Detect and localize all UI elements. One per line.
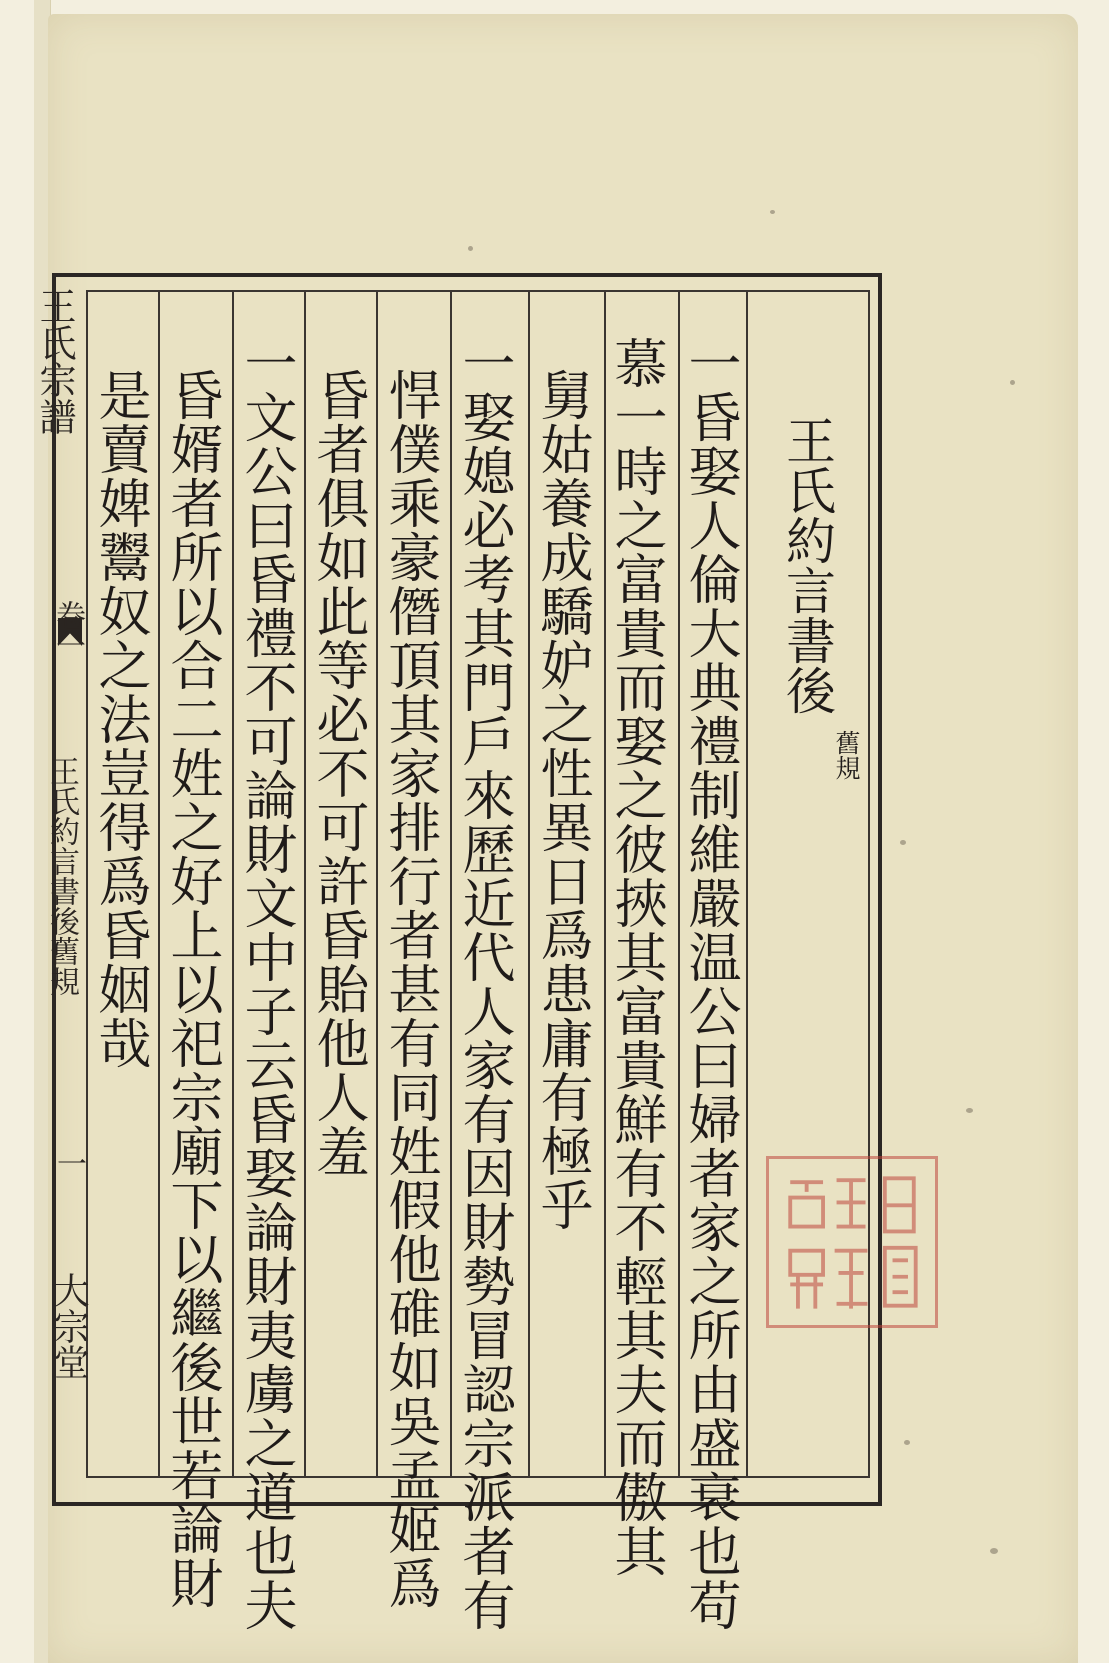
library-seal-stamp (766, 1156, 938, 1328)
section-heading-tag: 舊規 (832, 730, 861, 780)
text-column: 慕一時之富貴而娶之彼挾其富貴鮮有不輕其夫而傲其 (606, 336, 667, 1578)
gutter-hall-name: 大宗堂 (48, 1272, 89, 1380)
text-column: 一娶媳必考其門戶來歷近代人家有因財勢冒認宗派者有 (454, 336, 515, 1632)
text-column: 悍僕乘豪僭頂其家排行者甚有同姓假他碓如吳孟姬爲 (380, 368, 441, 1610)
paper-speck (966, 1108, 973, 1113)
text-column: 舅姑養成驕妒之性異日爲患庸有極乎 (532, 368, 593, 1232)
paper-speck (468, 246, 473, 251)
text-column: 昏婿者所以合二姓之好上以祀宗廟下以繼後世若論財 (162, 368, 223, 1610)
text-column: 昏者俱如此等必不可許昏貽他人羞 (308, 368, 369, 1178)
text-column: 一文公曰昏禮不可論財文中子云昏娶論財夷虜之道也夫 (236, 336, 297, 1632)
paper-speck (1010, 380, 1015, 385)
gutter-volume: 卷一 (50, 600, 85, 660)
seal-icon (769, 1159, 935, 1325)
paper-speck (990, 1548, 998, 1554)
paper-speck (904, 1440, 910, 1445)
text-column: 是賣婢鬻奴之法豈得爲昏姻哉 (90, 368, 151, 1070)
section-heading: 王氏約言書後 (778, 415, 836, 715)
gutter-page-number: 一 (51, 1148, 86, 1178)
gutter-section-label: 王氏約言書後舊規 (44, 756, 79, 996)
gutter-book-title: 王氏宗譜 (33, 287, 76, 435)
text-column: 一昏娶人倫大典禮制維嚴温公曰婦者家之所由盛衰也苟 (680, 336, 741, 1632)
paper-speck (900, 840, 906, 845)
paper-speck (770, 210, 775, 214)
